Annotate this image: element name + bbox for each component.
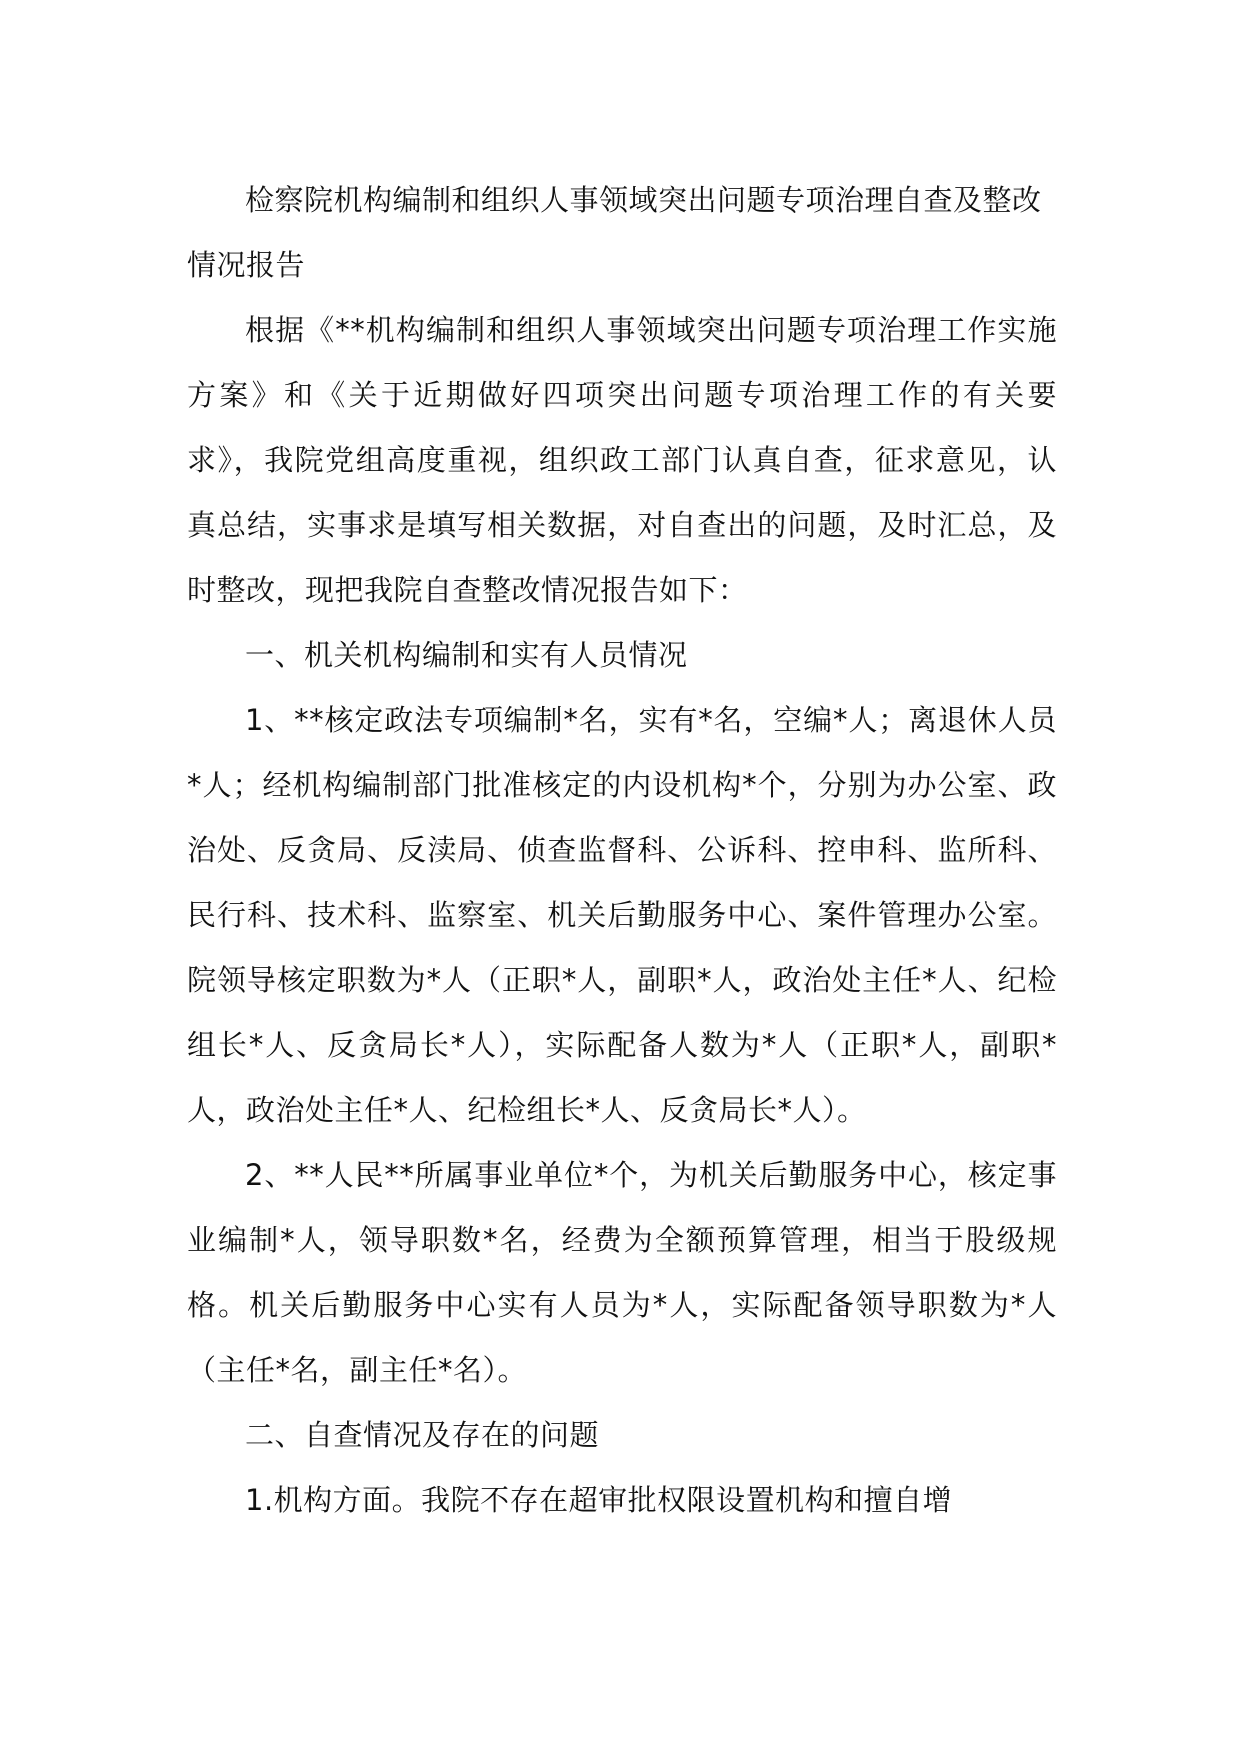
document-title: 检察院机构编制和组织人事领域突出问题专项治理自查及整改情况报告 (187, 183, 1042, 282)
intro-paragraph: 根据《**机构编制和组织人事领域突出问题专项治理工作实施方案》和《关于近期做好四项突出问题专项治理工作的有关要求》，我院党组高度重视，组织政工部门认真自查，征求意见，认真总结，实事求是填写相关数据，对自查出的问题，及时汇总，及时整改，现把我院自查整改情况报告如下： (187, 313, 1057, 607)
paragraph-item-1: 1、**核定政法专项编制*名，实有*名，空编*人；离退休人员*人；经机构编制部门批准核定的内设机构*个，分别为办公室、政治处、反贪局、反渎局、侦查监督科、公诉科、控申科、监所科、民行科、技术科、监察室、机关后勤服务中心、案件管理办公室。院领导核定职数为*人（正职*人，副职*人，政治处主任*人、纪检组长*人、反贪局长*人），实际配备人数为*人（正职*人，副职*人，政治处主任*人、纪检组长*人、反贪局长*人）。 (187, 703, 1057, 1127)
section-heading-2: 二、自查情况及存在的问题 (245, 1418, 600, 1452)
paragraph-item-2: 2、**人民**所属事业单位*个，为机关后勤服务中心，核定事业编制*人，领导职数*名，经费为全额预算管理，相当于股级规格。机关后勤服务中心实有人员为*人，实际配备领导职数为*人（主任*名，副主任*名）。 (187, 1158, 1057, 1387)
document-body (187, 168, 1057, 1533)
section-heading-1: 一、机关机构编制和实有人员情况 (245, 638, 688, 672)
paragraph-item-3: 1.机构方面。我院不存在超审批权限设置机构和擅自增 (245, 1483, 953, 1517)
